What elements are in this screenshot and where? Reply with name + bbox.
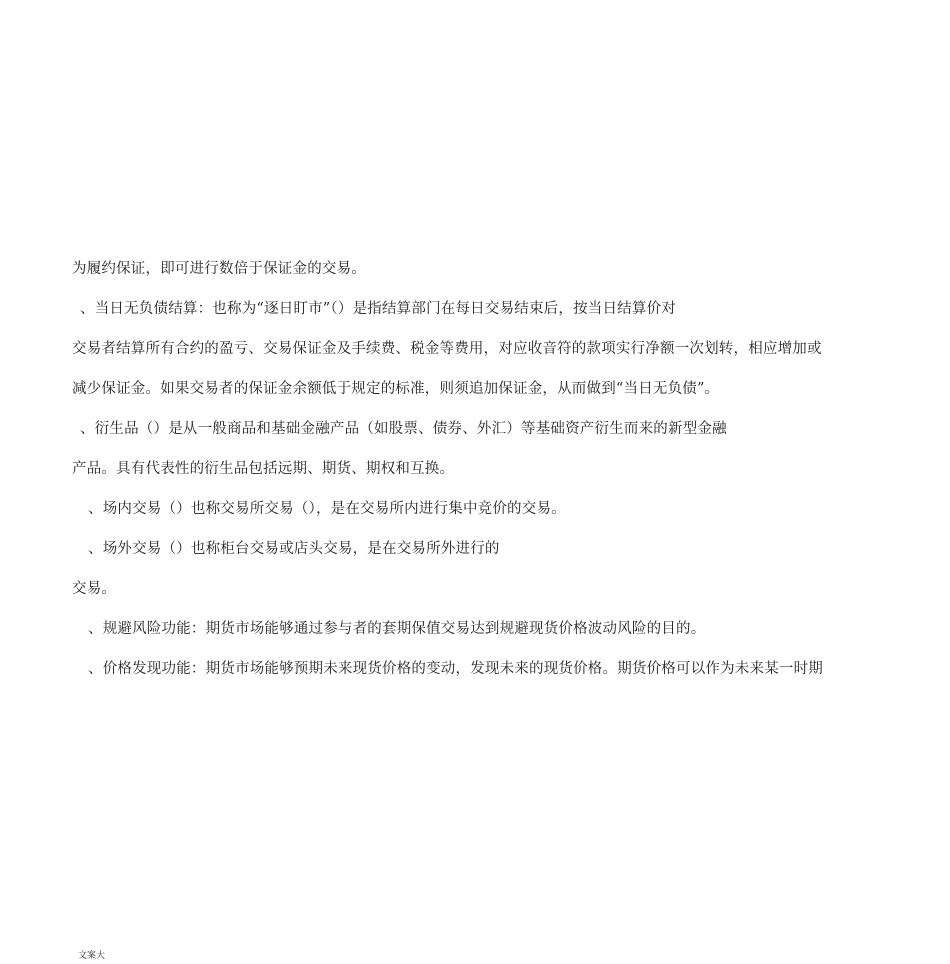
text-line-5: 、衍生品（）是从一般商品和基础金融产品（如股票、债券、外汇）等基础资产衍生而来的新型金融	[80, 421, 727, 437]
text-line-10: 、规避风险功能：期货市场能够通过参与者的套期保值交易达到规避现货价格波动风险的目的。	[88, 621, 706, 637]
text-line-2: 、当日无负债结算：也称为“逐日盯市”（）是指结算部门在每日交易结束后，按当日结算价对	[80, 301, 676, 317]
text-line-7: 、场内交易（）也称交易所交易（），是在交易所内进行集中竞价的交易。	[88, 501, 566, 517]
text-line-1: 为履约保证，即可进行数倍于保证金的交易。	[72, 261, 366, 277]
text-line-9: 交易。	[72, 581, 117, 597]
text-line-6: 产品。具有代表性的衍生品包括远期、期货、期权和互换。	[72, 461, 455, 477]
text-line-11: 、价格发现功能：期货市场能够预期未来现货价格的变动，发现未来的现货价格。期货价格可以作为未来某一时期	[88, 661, 823, 677]
text-line-4: 减少保证金。如果交易者的保证金余额低于规定的标准，则须追加保证金，从而做到“当日无负债”。	[72, 381, 720, 397]
page-footer: 文案大	[78, 951, 106, 961]
text-line-3: 交易者结算所有合约的盈亏、交易保证金及手续费、税金等费用，对应收音符的款项实行净额一次划转，相应增加或	[72, 341, 822, 357]
text-line-8: 、场外交易（）也称柜台交易或店头交易，是在交易所外进行的	[88, 541, 500, 557]
